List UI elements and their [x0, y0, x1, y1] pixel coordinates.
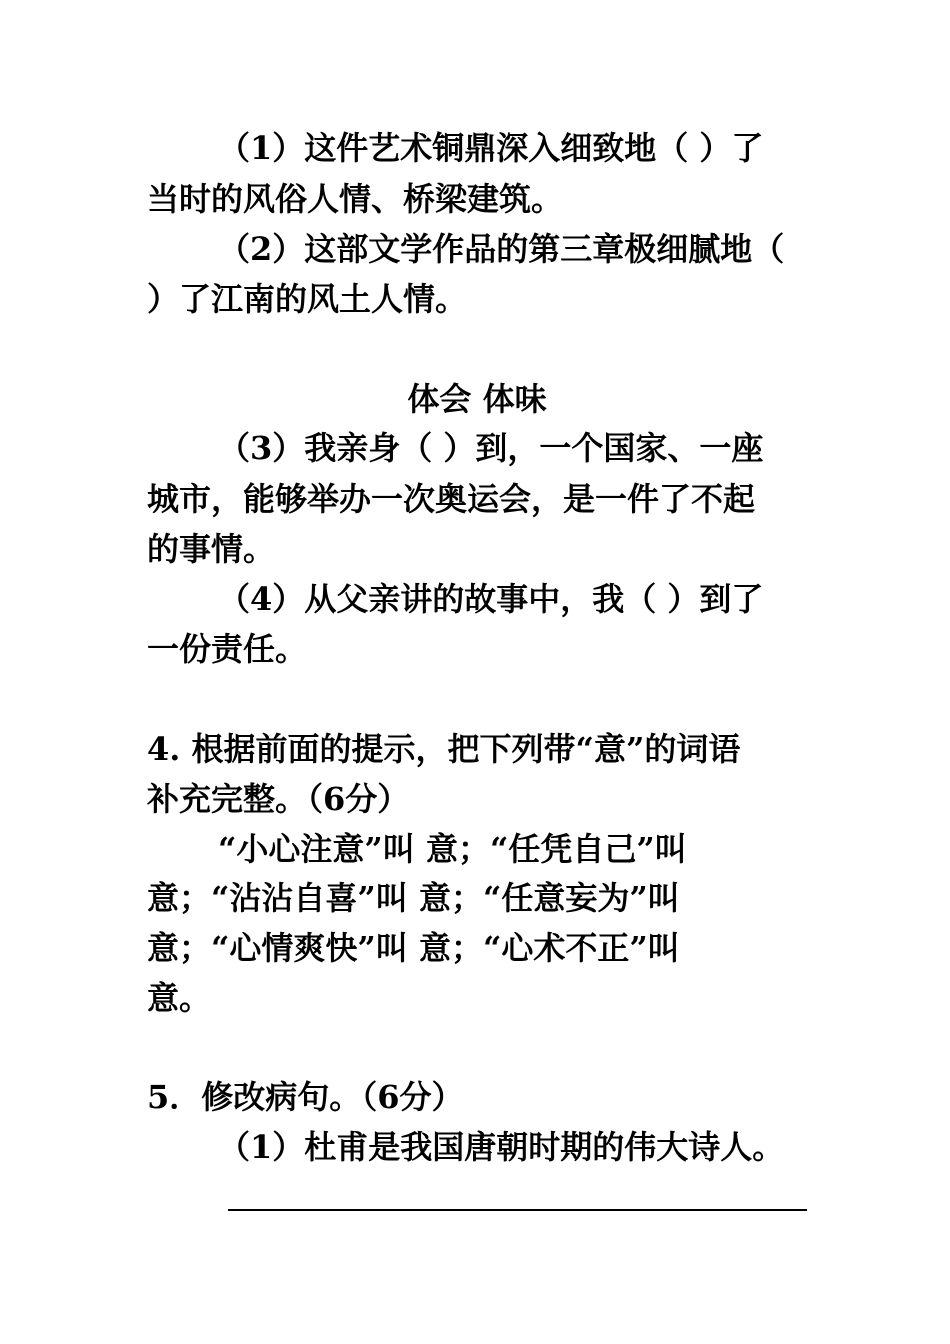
question-3-1-line-2: 当时的风俗人情、桥梁建筑。 — [147, 180, 564, 218]
question-3-4-line-1: （4）从父亲讲的故事中，我（ ）到了 — [218, 580, 764, 618]
question-3-4-line-2: 一份责任。 — [147, 630, 308, 668]
question-4-body-line-3: 意；“心情爽快”叫 意；“心术不正”叫 — [147, 929, 680, 967]
question-5-1: （1）杜甫是我国唐朝时期的伟大诗人。 — [218, 1128, 785, 1166]
answer-blank-line — [228, 1209, 807, 1211]
question-3-2-line-1: （2）这部文学作品的第三章极细腻地（ — [218, 230, 785, 268]
question-3-3-line-3: 的事情。 — [147, 530, 276, 568]
question-4-title-line-2: 补充完整。（6分） — [147, 780, 410, 818]
question-5-title: 5．修改病句。（6分） — [147, 1078, 464, 1116]
question-4-body-line-2: 意；“沾沾自喜”叫 意；“任意妄为”叫 — [147, 879, 680, 917]
question-3-3-line-2: 城市，能够举办一次奥运会，是一件了不起 — [147, 480, 756, 518]
question-4-body-line-1: “小心注意”叫 意；“任凭自己”叫 — [218, 830, 687, 868]
question-3-1-line-1: （1）这件艺术铜鼎深入细致地（ ）了 — [218, 129, 764, 167]
word-pair-options: 体会 体味 — [407, 380, 547, 418]
question-3-2-line-2: ）了江南的风土人情。 — [147, 280, 468, 318]
question-4-body-line-4: 意。 — [147, 979, 212, 1017]
question-4-title-line-1: 4. 根据前面的提示，把下列带“意”的词语 — [147, 730, 741, 768]
question-3-3-line-1: （3）我亲身（ ）到，一个国家、一座 — [218, 429, 764, 467]
